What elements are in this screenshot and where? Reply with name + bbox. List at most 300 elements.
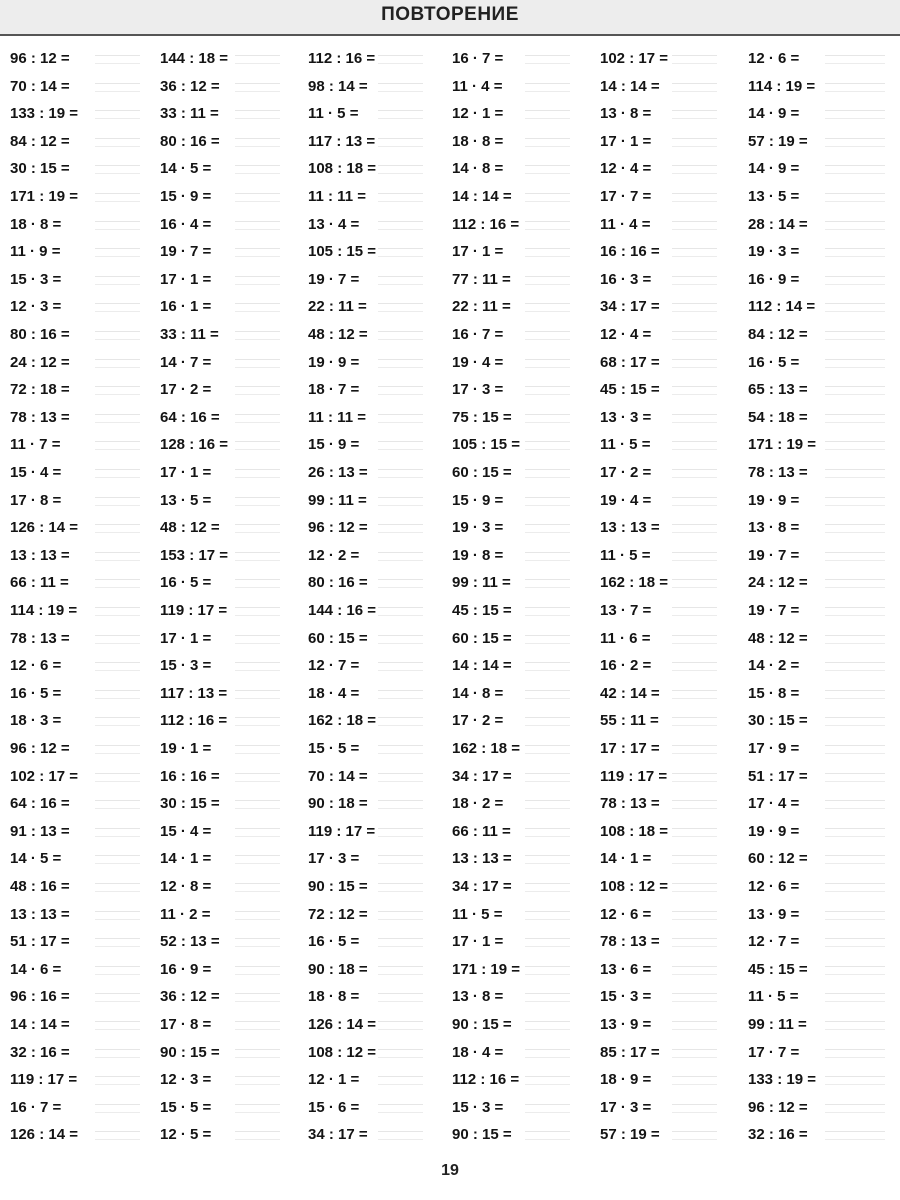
ghost-line — [672, 911, 717, 920]
ghost-line — [378, 1021, 423, 1030]
ghost-line — [672, 359, 717, 368]
exercise-item: 36 : 12 = — [160, 988, 220, 1006]
exercise-item: 57 : 19 = — [600, 1126, 660, 1144]
ghost-line — [525, 773, 570, 782]
ghost-line — [95, 1104, 140, 1113]
ghost-line — [672, 110, 717, 119]
ghost-line — [95, 579, 140, 588]
exercise-item: 16 · 7 = — [452, 326, 504, 343]
ghost-line — [378, 662, 423, 671]
ghost-line — [672, 1104, 717, 1113]
exercise-item: 11 · 4 = — [452, 77, 503, 95]
exercise-item: 162 : 18 = — [600, 574, 668, 592]
exercise-item: 34 : 17 = — [452, 878, 512, 895]
exercise-item: 14 · 2 = — [748, 657, 800, 675]
ghost-line — [672, 331, 717, 340]
exercise-item: 11 · 5 = — [748, 988, 799, 1006]
ghost-line — [235, 1049, 280, 1058]
exercise-item: 17 · 4 = — [748, 795, 800, 813]
exercise-item: 60 : 15 = — [308, 629, 368, 647]
exercise-item: 13 · 7 = — [600, 602, 652, 619]
exercise-item: 15 · 5 = — [308, 740, 360, 757]
exercise-item: 78 : 13 = — [10, 629, 70, 647]
exercise-item: 13 · 3 = — [600, 408, 652, 426]
exercise-item: 15 · 3 = — [10, 270, 62, 288]
ghost-line — [525, 911, 570, 920]
ghost-column — [825, 44, 900, 1144]
ghost-column — [378, 44, 453, 1144]
ghost-line — [95, 138, 140, 147]
ghost-line — [825, 497, 885, 506]
ghost-line — [525, 165, 570, 174]
exercise-item: 99 : 11 = — [308, 491, 367, 509]
ghost-line — [825, 800, 885, 809]
exercise-item: 22 : 11 = — [308, 298, 367, 316]
ghost-line — [235, 966, 280, 975]
ghost-line — [672, 800, 717, 809]
exercise-item: 19 · 8 = — [452, 546, 504, 564]
ghost-line — [525, 524, 570, 533]
ghost-line — [525, 497, 570, 506]
exercise-item: 11 · 4 = — [600, 215, 651, 233]
exercise-item: 17 · 2 = — [600, 464, 652, 481]
ghost-line — [95, 1131, 140, 1140]
exercise-item: 119 : 17 = — [600, 767, 668, 785]
exercise-item: 12 · 6 = — [748, 878, 800, 895]
exercise-item: 133 : 19 = — [10, 105, 78, 123]
ghost-line — [525, 938, 570, 947]
exercise-item: 17 · 2 = — [452, 712, 504, 730]
ghost-line — [825, 303, 885, 312]
ghost-line — [235, 221, 280, 230]
exercise-item: 48 : 12 = — [160, 519, 220, 537]
exercise-item: 90 : 15 = — [452, 1126, 512, 1144]
ghost-line — [525, 303, 570, 312]
exercise-item: 13 : 13 = — [10, 546, 70, 564]
exercise-item: 153 : 17 = — [160, 546, 228, 564]
exercise-item: 12 · 7 = — [748, 933, 800, 951]
ghost-line — [525, 717, 570, 726]
ghost-line — [672, 497, 717, 506]
exercise-item: 171 : 19 = — [748, 436, 816, 454]
ghost-line — [672, 773, 717, 782]
exercise-item: 13 : 13 = — [10, 905, 70, 923]
exercise-item: 14 · 7 = — [160, 353, 212, 371]
exercise-item: 18 · 4 = — [308, 684, 360, 702]
exercise-item: 80 : 16 = — [160, 132, 220, 150]
exercise-item: 34 : 17 = — [452, 767, 512, 785]
exercise-item: 15 · 6 = — [308, 1098, 360, 1116]
ghost-line — [672, 165, 717, 174]
exercise-item: 42 : 14 = — [600, 684, 660, 702]
page-number: 19 — [441, 1162, 459, 1179]
ghost-line — [378, 469, 423, 478]
ghost-line — [235, 414, 280, 423]
exercise-item: 91 : 13 = — [10, 822, 70, 840]
exercise-item: 112 : 16 = — [452, 1071, 520, 1089]
ghost-line — [672, 662, 717, 671]
ghost-line — [525, 800, 570, 809]
exercise-item: 18 · 9 = — [600, 1071, 652, 1089]
exercise-item: 66 : 11 = — [452, 822, 511, 840]
exercise-item: 19 · 7 = — [748, 602, 800, 619]
ghost-line — [525, 579, 570, 588]
ghost-line — [235, 110, 280, 119]
ghost-line — [95, 331, 140, 340]
exercise-item: 22 : 11 = — [452, 298, 511, 316]
ghost-line — [525, 193, 570, 202]
ghost-line — [825, 331, 885, 340]
exercise-item: 15 · 5 = — [160, 1098, 212, 1116]
ghost-line — [95, 911, 140, 920]
ghost-line — [378, 1104, 423, 1113]
ghost-line — [672, 276, 717, 285]
exercise-item: 11 · 5 = — [600, 546, 651, 564]
exercise-item: 60 : 12 = — [748, 850, 808, 868]
exercise-item: 15 · 9 = — [452, 491, 504, 509]
exercise-item: 17 · 9 = — [748, 740, 800, 757]
exercise-item: 54 : 18 = — [748, 408, 808, 426]
exercise-item: 51 : 17 = — [748, 767, 808, 785]
exercise-item: 18 · 8 = — [452, 132, 504, 150]
exercise-item: 90 : 15 = — [160, 1043, 220, 1061]
ghost-line — [525, 1131, 570, 1140]
exercise-item: 51 : 17 = — [10, 933, 70, 951]
exercise-item: 16 · 1 = — [160, 298, 212, 316]
ghost-line — [378, 552, 423, 561]
ghost-line — [378, 1131, 423, 1140]
ghost-line — [378, 55, 423, 64]
exercise-item: 70 : 14 = — [308, 767, 368, 785]
exercise-item: 64 : 16 = — [160, 408, 220, 426]
exercise-item: 57 : 19 = — [748, 132, 808, 150]
ghost-line — [235, 497, 280, 506]
exercise-item: 14 · 8 = — [452, 684, 504, 702]
exercise-item: 144 : 16 = — [308, 602, 376, 619]
exercise-item: 12 · 2 = — [308, 546, 360, 564]
exercise-item: 13 · 6 = — [600, 960, 652, 978]
ghost-line — [525, 276, 570, 285]
ghost-line — [235, 83, 280, 92]
ghost-column — [672, 44, 747, 1144]
ghost-line — [95, 469, 140, 478]
exercise-item: 102 : 17 = — [600, 50, 668, 67]
ghost-line — [825, 938, 885, 947]
ghost-line — [825, 83, 885, 92]
ghost-line — [825, 966, 885, 975]
ghost-line — [672, 248, 717, 257]
ghost-line — [378, 193, 423, 202]
ghost-line — [378, 331, 423, 340]
ghost-line — [95, 55, 140, 64]
exercise-item: 18 · 7 = — [308, 381, 360, 399]
exercise-item: 14 : 14 = — [452, 188, 512, 205]
exercise-item: 17 · 7 = — [748, 1043, 800, 1061]
exercise-item: 32 : 16 = — [748, 1126, 808, 1144]
exercise-item: 171 : 19 = — [452, 960, 520, 978]
exercise-item: 12 · 5 = — [160, 1126, 212, 1144]
exercise-item: 64 : 16 = — [10, 795, 70, 813]
exercise-item: 105 : 15 = — [308, 243, 376, 261]
exercise-item: 126 : 14 = — [308, 1016, 376, 1033]
exercise-item: 128 : 16 = — [160, 436, 228, 454]
exercise-item: 33 : 11 = — [160, 105, 219, 123]
ghost-line — [235, 1021, 280, 1030]
exercise-item: 19 · 9 = — [748, 822, 800, 840]
exercise-item: 19 · 9 = — [748, 491, 800, 509]
ghost-line — [95, 607, 140, 616]
ghost-line — [378, 883, 423, 892]
ghost-line — [95, 993, 140, 1002]
ghost-line — [525, 110, 570, 119]
exercise-item: 17 · 8 = — [160, 1016, 212, 1033]
ghost-line — [235, 883, 280, 892]
ghost-line — [378, 773, 423, 782]
ghost-line — [95, 248, 140, 257]
ghost-line — [95, 635, 140, 644]
exercise-item: 15 · 4 = — [160, 822, 212, 840]
ghost-line — [95, 165, 140, 174]
ghost-line — [525, 552, 570, 561]
exercise-item: 30 : 15 = — [748, 712, 808, 730]
ghost-line — [672, 441, 717, 450]
ghost-line — [672, 414, 717, 423]
ghost-column — [525, 44, 600, 1144]
ghost-line — [672, 386, 717, 395]
ghost-line — [672, 855, 717, 864]
exercise-item: 15 · 3 = — [600, 988, 652, 1006]
exercise-item: 133 : 19 = — [748, 1071, 816, 1089]
exercise-item: 16 · 7 = — [10, 1098, 62, 1116]
exercise-item: 19 · 7 = — [308, 270, 360, 288]
exercise-item: 17 · 1 = — [452, 243, 504, 261]
exercise-item: 15 · 9 = — [308, 436, 360, 454]
ghost-line — [95, 966, 140, 975]
ghost-line — [95, 552, 140, 561]
exercise-item: 11 · 7 = — [10, 436, 61, 454]
exercise-item: 80 : 16 = — [10, 326, 70, 343]
ghost-line — [825, 635, 885, 644]
ghost-line — [95, 1076, 140, 1085]
exercise-item: 114 : 19 = — [748, 77, 816, 95]
ghost-line — [825, 1076, 885, 1085]
exercise-item: 45 : 15 = — [452, 602, 512, 619]
exercise-item: 80 : 16 = — [308, 574, 368, 592]
exercise-item: 99 : 11 = — [452, 574, 511, 592]
exercise-item: 108 : 12 = — [308, 1043, 376, 1061]
ghost-line — [235, 331, 280, 340]
ghost-line — [825, 165, 885, 174]
exercise-sheet — [0, 44, 900, 1144]
ghost-line — [825, 773, 885, 782]
exercise-item: 17 · 1 = — [452, 933, 504, 951]
ghost-line — [672, 1049, 717, 1058]
exercise-item: 99 : 11 = — [748, 1016, 807, 1033]
exercise-item: 96 : 12 = — [748, 1098, 808, 1116]
ghost-line — [825, 441, 885, 450]
exercise-item: 105 : 15 = — [452, 436, 520, 454]
ghost-line — [95, 1021, 140, 1030]
exercise-item: 12 · 6 = — [10, 657, 62, 675]
exercise-item: 18 · 4 = — [452, 1043, 504, 1061]
ghost-line — [235, 938, 280, 947]
ghost-line — [235, 773, 280, 782]
exercise-item: 16 : 16 = — [600, 243, 660, 261]
exercise-item: 16 · 9 = — [748, 270, 800, 288]
exercise-item: 16 · 5 = — [748, 353, 800, 371]
exercise-item: 96 : 12 = — [10, 50, 70, 67]
exercise-item: 12 · 6 = — [600, 905, 652, 923]
exercise-item: 16 · 5 = — [308, 933, 360, 951]
ghost-line — [672, 993, 717, 1002]
ghost-line — [525, 828, 570, 837]
exercise-item: 15 · 3 = — [452, 1098, 504, 1116]
ghost-line — [525, 635, 570, 644]
ghost-line — [378, 83, 423, 92]
exercise-item: 11 : 11 = — [308, 408, 366, 426]
exercise-item: 90 : 18 = — [308, 960, 368, 978]
ghost-line — [525, 607, 570, 616]
ghost-line — [672, 303, 717, 312]
exercise-item: 11 · 5 = — [452, 905, 503, 923]
ghost-line — [95, 110, 140, 119]
ghost-line — [525, 855, 570, 864]
exercise-item: 11 · 9 = — [10, 243, 61, 261]
ghost-line — [525, 331, 570, 340]
exercise-item: 18 · 3 = — [10, 712, 62, 730]
exercise-item: 13 : 13 = — [600, 519, 660, 537]
exercise-item: 119 : 17 = — [10, 1071, 78, 1089]
exercise-item: 15 · 8 = — [748, 684, 800, 702]
ghost-line — [378, 138, 423, 147]
ghost-line — [825, 1104, 885, 1113]
exercise-item: 16 · 7 = — [452, 50, 504, 67]
ghost-column — [235, 44, 310, 1144]
ghost-line — [95, 828, 140, 837]
exercise-item: 119 : 17 = — [308, 822, 376, 840]
ghost-line — [378, 303, 423, 312]
ghost-line — [825, 248, 885, 257]
ghost-line — [672, 690, 717, 699]
exercise-item: 17 · 1 = — [160, 270, 212, 288]
ghost-line — [378, 1076, 423, 1085]
ghost-line — [95, 414, 140, 423]
exercise-item: 108 : 18 = — [308, 160, 376, 178]
exercise-item: 112 : 14 = — [748, 298, 816, 316]
ghost-line — [235, 524, 280, 533]
ghost-line — [672, 138, 717, 147]
exercise-item: 19 · 7 = — [748, 546, 800, 564]
exercise-item: 14 · 1 = — [600, 850, 652, 868]
exercise-item: 55 : 11 = — [600, 712, 659, 730]
ghost-line — [378, 607, 423, 616]
ghost-line — [672, 966, 717, 975]
exercise-item: 34 : 17 = — [600, 298, 660, 316]
exercise-item: 13 · 5 = — [160, 491, 212, 509]
exercise-item: 19 · 1 = — [160, 740, 212, 757]
ghost-line — [825, 386, 885, 395]
exercise-item: 70 : 14 = — [10, 77, 70, 95]
exercise-item: 12 · 4 = — [600, 326, 652, 343]
ghost-line — [235, 276, 280, 285]
ghost-line — [525, 359, 570, 368]
exercise-item: 18 · 2 = — [452, 795, 504, 813]
ghost-line — [672, 828, 717, 837]
ghost-line — [235, 248, 280, 257]
exercise-item: 16 · 3 = — [600, 270, 652, 288]
exercise-item: 12 · 4 = — [600, 160, 652, 178]
exercise-item: 14 · 1 = — [160, 850, 212, 868]
ghost-line — [525, 441, 570, 450]
page-title: ПОВТОРЕНИЕ — [381, 4, 519, 25]
exercise-item: 96 : 12 = — [10, 740, 70, 757]
exercise-item: 65 : 13 = — [748, 381, 808, 399]
ghost-line — [95, 359, 140, 368]
ghost-line — [95, 386, 140, 395]
exercise-item: 28 : 14 = — [748, 215, 808, 233]
ghost-line — [95, 441, 140, 450]
ghost-line — [378, 800, 423, 809]
ghost-line — [525, 993, 570, 1002]
exercise-item: 32 : 16 = — [10, 1043, 70, 1061]
ghost-line — [825, 469, 885, 478]
ghost-line — [378, 1049, 423, 1058]
ghost-line — [235, 579, 280, 588]
ghost-line — [672, 635, 717, 644]
exercise-item: 68 : 17 = — [600, 353, 660, 371]
exercise-item: 162 : 18 = — [452, 740, 520, 757]
exercise-item: 171 : 19 = — [10, 188, 78, 205]
ghost-line — [95, 276, 140, 285]
ghost-line — [95, 1049, 140, 1058]
ghost-line — [825, 359, 885, 368]
exercise-item: 12 · 1 = — [452, 105, 504, 123]
exercise-item: 60 : 15 = — [452, 464, 512, 481]
exercise-item: 11 · 5 = — [308, 105, 359, 123]
exercise-item: 14 : 14 = — [10, 1016, 70, 1033]
exercise-item: 108 : 18 = — [600, 822, 668, 840]
ghost-line — [825, 883, 885, 892]
ghost-line — [672, 938, 717, 947]
ghost-line — [95, 855, 140, 864]
ghost-line — [525, 690, 570, 699]
exercise-item: 112 : 16 = — [160, 712, 228, 730]
ghost-line — [672, 83, 717, 92]
exercise-item: 162 : 18 = — [308, 712, 376, 730]
exercise-item: 17 · 7 = — [600, 188, 652, 205]
exercise-item: 26 : 13 = — [308, 464, 368, 481]
exercise-item: 72 : 12 = — [308, 905, 368, 923]
exercise-item: 17 · 1 = — [160, 629, 212, 647]
exercise-item: 19 · 4 = — [452, 353, 504, 371]
exercise-item: 75 : 15 = — [452, 408, 512, 426]
exercise-item: 11 · 6 = — [600, 629, 651, 647]
exercise-item: 13 · 8 = — [452, 988, 504, 1006]
exercise-item: 14 : 14 = — [600, 77, 660, 95]
ghost-line — [378, 110, 423, 119]
ghost-line — [95, 938, 140, 947]
exercise-item: 102 : 17 = — [10, 767, 78, 785]
exercise-item: 16 · 9 = — [160, 960, 212, 978]
ghost-line — [235, 828, 280, 837]
exercise-item: 14 · 5 = — [160, 160, 212, 178]
ghost-line — [378, 497, 423, 506]
ghost-line — [235, 1104, 280, 1113]
ghost-line — [235, 745, 280, 754]
ghost-line — [378, 414, 423, 423]
ghost-line — [825, 828, 885, 837]
exercise-item: 15 · 9 = — [160, 188, 212, 205]
